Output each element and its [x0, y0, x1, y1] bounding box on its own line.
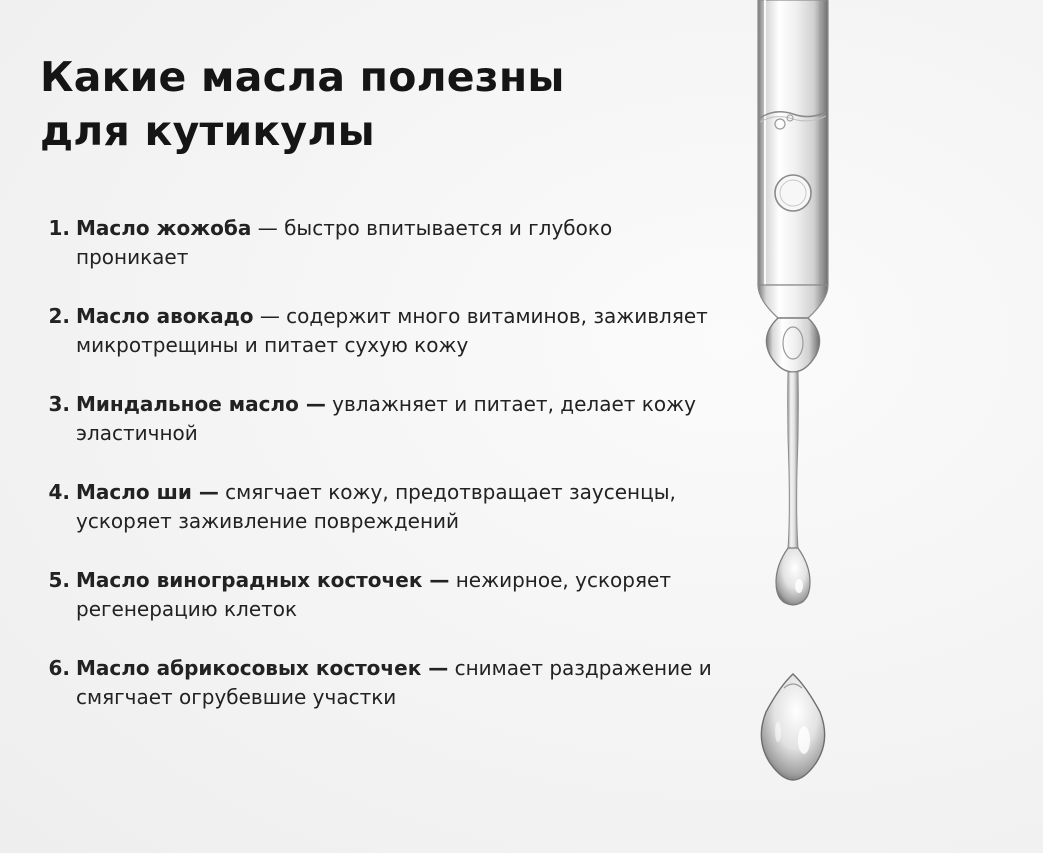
item-number: 1.: [48, 216, 70, 240]
list-item: [40, 654, 720, 712]
oil-description: нежирное, ускоряет регенерацию клеток: [76, 568, 671, 621]
oil-description: снимает раздражение и смягчает огрубевшие участки: [76, 656, 712, 709]
list-item: [40, 566, 720, 624]
item-number: 6.: [48, 656, 70, 680]
item-number: 3.: [48, 392, 70, 416]
title-line-1: Какие масла полезны: [40, 53, 565, 101]
list-item: [40, 390, 720, 448]
oil-name: Масло жожоба: [76, 216, 252, 240]
oil-name: Масло абрикосовых косточек —: [76, 656, 449, 680]
item-number: 4.: [48, 480, 70, 504]
pipette-icon: [740, 0, 850, 800]
oil-name: Масло авокадо: [76, 304, 254, 328]
oil-description: — содержит много витаминов, заживляет микротрещины и питает сухую кожу: [76, 304, 708, 357]
item-number: 2.: [48, 304, 70, 328]
title-line-2: для кутикулы: [40, 107, 375, 155]
oils-list: [40, 214, 720, 742]
oil-name: Миндальное масло —: [76, 392, 326, 416]
oil-description: увлажняет и питает, делает кожу эластичной: [76, 392, 696, 445]
item-number: 5.: [48, 568, 70, 592]
list-item: [40, 478, 720, 536]
list-item: [40, 214, 720, 272]
oil-name: Масло ши —: [76, 480, 219, 504]
list-item: [40, 302, 720, 360]
oil-description: — быстро впитывается и глубоко проникает: [76, 216, 613, 269]
page-title: [40, 50, 565, 158]
oil-name: Масло виноградных косточек —: [76, 568, 450, 592]
oil-description: смягчает кожу, предотвращает заусенцы, ускоряет заживление повреждений: [76, 480, 676, 533]
